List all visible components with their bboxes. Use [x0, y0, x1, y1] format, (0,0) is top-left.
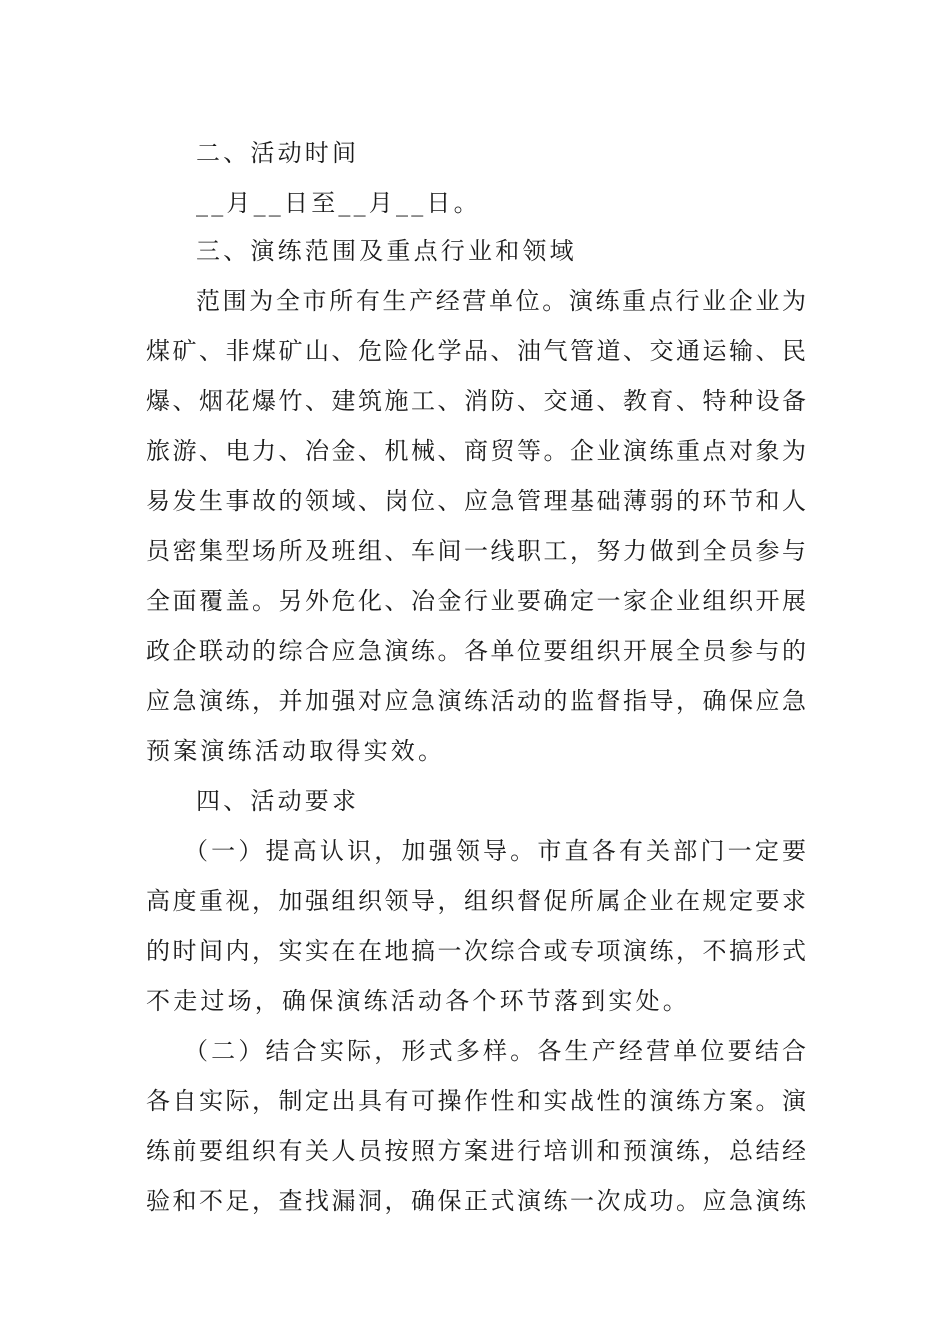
scope-paragraph-line: 爆、烟花爆竹、建筑施工、消防、交通、教育、特种设备 [146, 387, 806, 415]
requirement-one-line: 的时间内，实实在在地搞一次综合或专项演练，不搞形式 [146, 937, 806, 965]
requirement-one-line: 不走过场，确保演练活动各个环节落到实处。 [146, 987, 690, 1015]
requirement-two-line: 各自实际，制定出具有可操作性和实战性的演练方案。演 [146, 1087, 806, 1115]
requirement-two-line: （二）结合实际，形式多样。各生产经营单位要结合 [184, 1037, 806, 1065]
section-heading-activity-time: 二、活动时间 [196, 139, 360, 167]
scope-paragraph-line: 政企联动的综合应急演练。各单位要组织开展全员参与的 [146, 637, 806, 665]
scope-paragraph-line: 员密集型场所及班组、车间一线职工，努力做到全员参与 [146, 537, 806, 565]
requirement-two-line: 练前要组织有关人员按照方案进行培训和预演练，总结经 [146, 1137, 806, 1165]
requirement-two-line: 验和不足，查找漏洞，确保正式演练一次成功。应急演练 [146, 1187, 806, 1215]
section-heading-requirements: 四、活动要求 [196, 787, 360, 815]
scope-paragraph-line: 预案演练活动取得实效。 [146, 737, 446, 765]
requirement-one-line: （一）提高认识，加强领导。市直各有关部门一定要 [184, 837, 806, 865]
scope-paragraph-line: 易发生事故的领域、岗位、应急管理基础薄弱的环节和人 [146, 487, 806, 515]
scope-paragraph-line: 旅游、电力、冶金、机械、商贸等。企业演练重点对象为 [146, 437, 806, 465]
activity-time-line: __月__日至__月__日。 [196, 189, 481, 217]
scope-paragraph-line: 范围为全市所有生产经营单位。演练重点行业企业为 [196, 287, 806, 315]
scope-paragraph-line: 煤矿、非煤矿山、危险化学品、油气管道、交通运输、民 [146, 337, 806, 365]
scope-paragraph-line: 应急演练，并加强对应急演练活动的监督指导，确保应急 [146, 687, 806, 715]
scope-paragraph-line: 全面覆盖。另外危化、冶金行业要确定一家企业组织开展 [146, 587, 806, 615]
section-heading-scope: 三、演练范围及重点行业和领域 [196, 237, 577, 265]
requirement-one-line: 高度重视，加强组织领导，组织督促所属企业在规定要求 [146, 887, 806, 915]
